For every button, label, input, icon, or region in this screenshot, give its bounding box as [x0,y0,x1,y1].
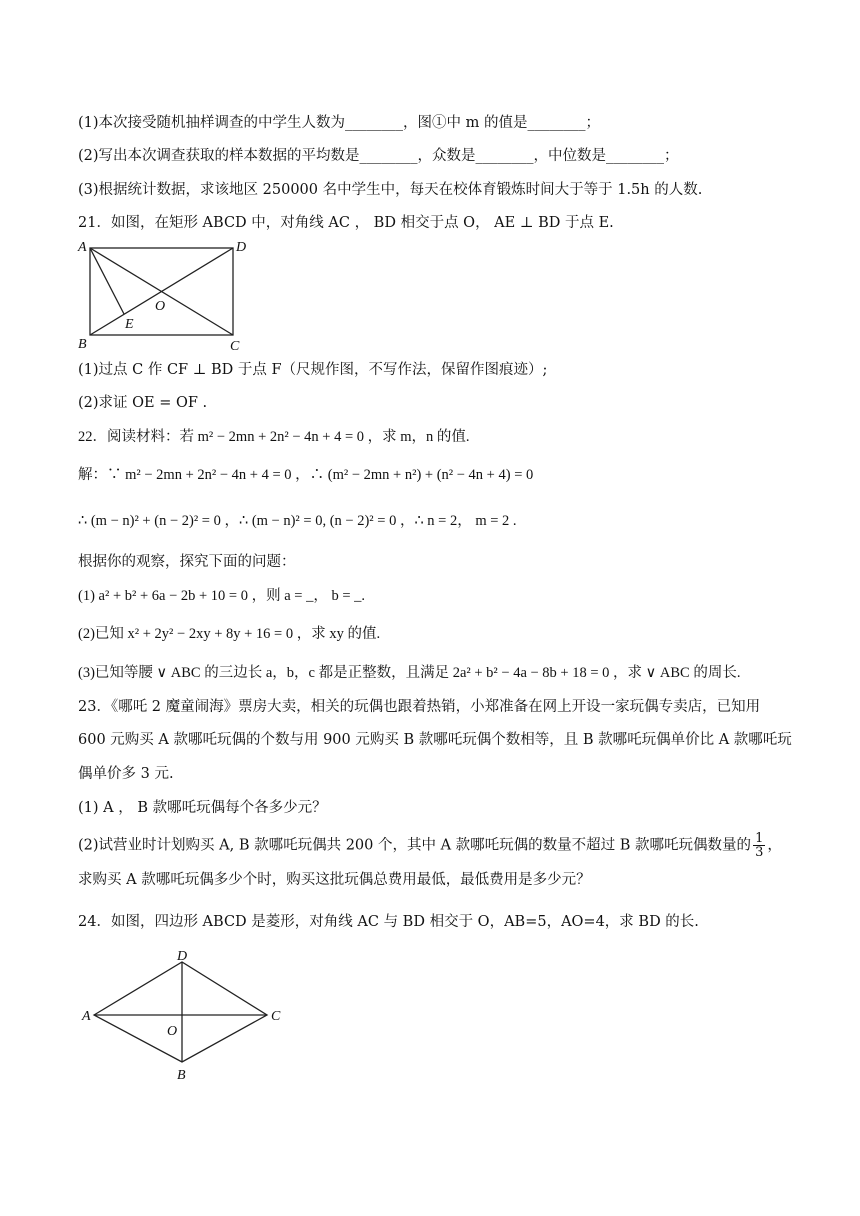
q22-part2: (2)已知 x² + 2y² − 2xy + 8y + 16 = 0 ，求 xy 的值. [78,626,381,642]
q21-part2: (2)求证 OE = OF . [78,395,208,411]
label-o: O [167,1024,178,1039]
q22-solution-line2: ∴ (m − n)² + (n − 2)² = 0 ，∴ (m − n)² = 0, (n − 2)² = 0 ，∴ n = 2， m = 2 . [78,513,517,529]
q22-lead: 根据你的观察，探究下面的问题： [78,554,296,570]
q24-stem: 24．如图，四边形 ABCD 是菱形，对角线 AC 与 BD 相交于 O，AB=5，AO=4，求 BD 的长. [78,914,699,930]
q23-part2-end: ， [767,837,782,854]
fraction-one-third [753,832,765,859]
q23-part3: 求购买 A 款哪吒玩偶多少个时，购买这批玩偶总费用最低，最低费用是多少元？ [78,872,591,888]
label-b: B [78,337,87,352]
label-b: B [177,1068,186,1083]
rhombus-abcd [94,962,267,1062]
label-c: C [271,1009,281,1024]
q23-line3: 偶单价多 3 元. [78,766,174,782]
q20-part3: (3)根据统计数据，求该地区 250000 名中学生中，每天在校体育锻炼时间大于等于 1.5h 的人数. [78,182,703,198]
q21-stem: 21．如图，在矩形 ABCD 中，对角线 AC ， BD 相交于点 O， AE ⊥ BD 于点 E. [78,215,614,231]
q21-part1: (1)过点 C 作 CF ⊥ BD 于点 F（尺规作图，不写作法，保留作图痕迹）; [78,362,548,378]
fraction-denominator: 3 [755,845,764,860]
label-d: D [177,949,188,964]
q23-line1: 23．《哪吒 2 魔童闹海》票房大卖，相关的玩偶也跟着热销，小郑准备在网上开设一家玩偶专卖店，已知用 [78,699,761,715]
label-o: O [155,299,166,314]
label-a: A [82,1009,91,1024]
rhombus-diagram [82,945,292,1085]
label-d: D [236,240,247,255]
rectangle-diagram [78,238,248,353]
label-e: E [125,317,134,332]
q23-part2-line [78,832,782,859]
q22-stem: 22．阅读材料：若 m² − 2mn + 2n² − 4n + 4 = 0 ，求 m，n 的值. [78,429,470,445]
q23-line2: 600 元购买 A 款哪吒玩偶的个数与用 900 元购买 B 款哪吒玩偶个数相等，且 B 款哪吒玩偶单价比 A 款哪吒玩 [78,732,792,748]
q20-part2: (2)写出本次调查获取的样本数据的平均数是________，众数是________，中位数是________； [78,148,679,164]
q22-part3: (3)已知等腰 ∨ ABC 的三边长 a，b，c 都是正整数，且满足 2a² + b² − 4a − 8b + 18 = 0 ，求 ∨ ABC 的周长. [78,665,741,681]
label-a: A [78,240,87,255]
q22-solution-line1: 解：∵ m² − 2mn + 2n² − 4n + 4 = 0 ，∴ (m² − 2mn + n²) + (n² − 4n + 4) = 0 [78,467,534,483]
q22-part1: (1) a² + b² + 6a − 2b + 10 = 0 ，则 a = _， b = _. [78,588,366,604]
fraction-numerator: 1 [755,831,764,846]
label-c: C [230,339,240,354]
q20-part1: (1)本次接受随机抽样调查的中学生人数为________，图①中 m 的值是________； [78,115,601,131]
q23-part2: (2)试营业时计划购买 A, B 款哪吒玩偶共 200 个，其中 A 款哪吒玩偶的数量不超过 B 款哪吒玩偶数量的 [78,837,752,854]
q23-part1: (1) A ， B 款哪吒玩偶每个各多少元？ [78,800,327,816]
